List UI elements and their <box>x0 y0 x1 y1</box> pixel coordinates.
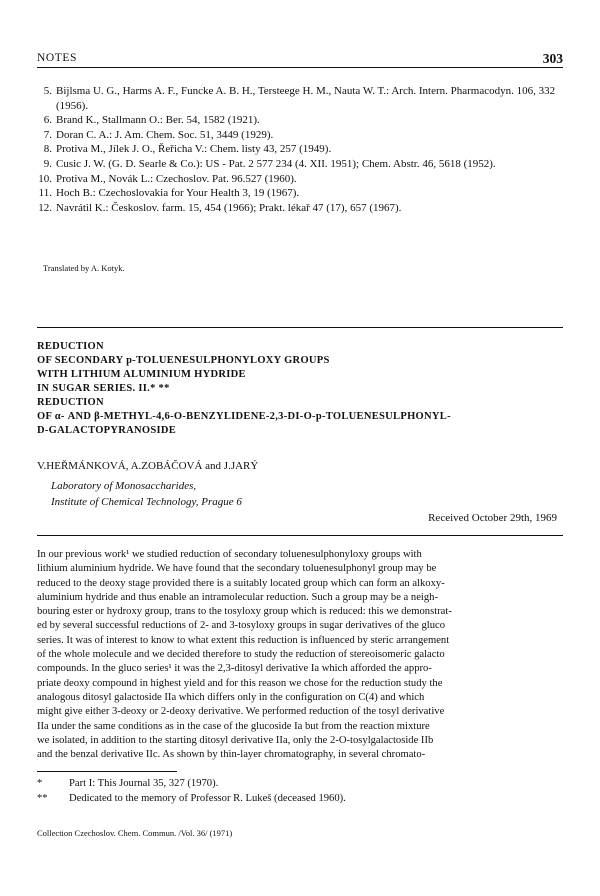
reference-item: 9. Cusic J. W. (G. D. Searle & Co.): US - Pat. 2 577 234 (4. XII. 1951); Chem. Abstr. 46, 5618 (1952). <box>43 157 496 170</box>
title-line: REDUCTION <box>37 341 104 352</box>
footnote-text: Dedicated to the memory of Professor R. Lukeš (deceased 1960). <box>69 793 346 804</box>
body-line: might give either 3-deoxy or 2-deoxy derivative. We performed reduction of the tosyl derivative <box>37 706 445 718</box>
received-date: Received October 29th, 1969 <box>428 512 557 524</box>
running-head: NOTES <box>37 52 78 64</box>
footnote <box>37 778 218 789</box>
running-header <box>37 52 563 64</box>
translator-credit: Translated by A. Kotyk. <box>43 263 125 273</box>
body-line: and the benzal derivative IIc. As shown by thin-layer chromatography, in several chromato- <box>37 749 426 761</box>
body-line: In our previous work¹ we studied reduction of secondary toluenesulphonyloxy groups with <box>37 549 422 560</box>
body-line: reduced to the deoxy stage provided there is a suitably located group which can form an alkoxy- <box>37 577 445 589</box>
authors: V.HEŘMÁNKOVÁ, A.ZOBÁČOVÁ and J.JARÝ <box>37 460 259 472</box>
subtitle-line: OF α- AND β-METHYL-4,6-O-BENZYLIDENE-2,3-DI-O-p-TOLUENESULPHONYL- <box>37 411 451 422</box>
body-line: bouring ester or hydroxy group, trans to the tosyloxy group which is reduced: this we demonstrat- <box>37 606 452 618</box>
body-line: ed by several successful reductions of 2- and 3-tosyloxy groups in sugar derivatives of the gluco <box>37 620 446 632</box>
reference-item: 7. Doran C. A.: J. Am. Chem. Soc. 51, 3449 (1929). <box>43 128 274 141</box>
body-line: IIa under the same conditions as in the case of the glucoside Ia but from the reaction mixture <box>37 720 430 732</box>
title-line: OF SECONDARY p-TOLUENESULPHONYLOXY GROUPS <box>37 355 330 366</box>
reference-item: 8. Protiva M., Jílek J. O., Řeřicha V.: Chem. listy 43, 257 (1949). <box>43 143 332 156</box>
section-rule <box>37 327 563 328</box>
body-line: analogous ditosyl galactoside IIa which differs only in the configuration on C(4) and which <box>37 691 425 703</box>
body-rule <box>37 535 563 536</box>
title-line: WITH LITHIUM ALUMINIUM HYDRIDE <box>37 369 246 380</box>
body-line: priate deoxy compound in highest yield and for this reason we chose for the reduction study the <box>37 677 443 689</box>
title-line: IN SUGAR SERIES. II.* ** <box>37 383 170 394</box>
header-rule <box>37 67 563 68</box>
footnote-rule <box>37 771 177 772</box>
body-line: compounds. In the gluco series¹ it was the 2,3-ditosyl derivative Ia which afforded the appro- <box>37 663 432 675</box>
affiliation: Laboratory of Monosaccharides, Institute of Chemical Technology, Prague 6 <box>51 480 242 508</box>
article-title <box>37 340 557 438</box>
footnote-mark: ** <box>37 793 48 804</box>
reference-item: 10. Protiva M., Novák L.: Czechoslov. Pat. 96.527 (1960). <box>38 172 297 185</box>
reference-item: 12. Navrátil K.: Českoslov. farm. 15, 454 (1966); Prakt. lékař 47 (17), 657 (1967). <box>38 201 402 214</box>
page-number: 303 <box>542 51 563 66</box>
body-line: of the whole molecule and we decided therefore to study the reduction of stereoisomeric galacto <box>37 649 445 661</box>
reference-item: 11. Hoch B.: Czechoslovakia for Your Health 3, 19 (1967). <box>38 187 300 200</box>
body-line: series. It was of interest to know to what extent this reduction is influenced by steric arrangement <box>37 634 450 646</box>
body-line: aluminium hydride and thus enable an intramolecular reduction. Such a group may be a neigh- <box>37 591 438 603</box>
subtitle-line: D-GALACTOPYRANOSIDE <box>37 425 177 436</box>
body-text <box>37 548 563 762</box>
subtitle-line: REDUCTION <box>37 397 104 408</box>
footnote <box>37 793 346 804</box>
reference-list <box>30 84 558 215</box>
footnote-mark: * <box>37 778 43 789</box>
journal-footer: Collection Czechoslov. Chem. Commun. /Vol. 36/ (1971) <box>37 828 233 838</box>
reference-item: 6. Brand K., Stallmann O.: Ber. 54, 1582 (1921). <box>43 114 260 127</box>
body-line: we isolated, in addition to the starting ditosyl derivative IIa, only the 2-O-tosylgalactoside IIb <box>37 734 434 746</box>
reference-item: 5. Bijlsma U. G., Harms A. F., Funcke A. B. H., Tersteege H. M., Nauta W. T.: Arch. Intern. Pharmacodyn. 106, 332 (1956). <box>43 85 556 112</box>
footnote-text: Part I: This Journal 35, 327 (1970). <box>69 778 219 789</box>
body-line: lithium aluminium hydride. We have found that the secondary toluenesulphonyl group may be <box>37 563 437 575</box>
